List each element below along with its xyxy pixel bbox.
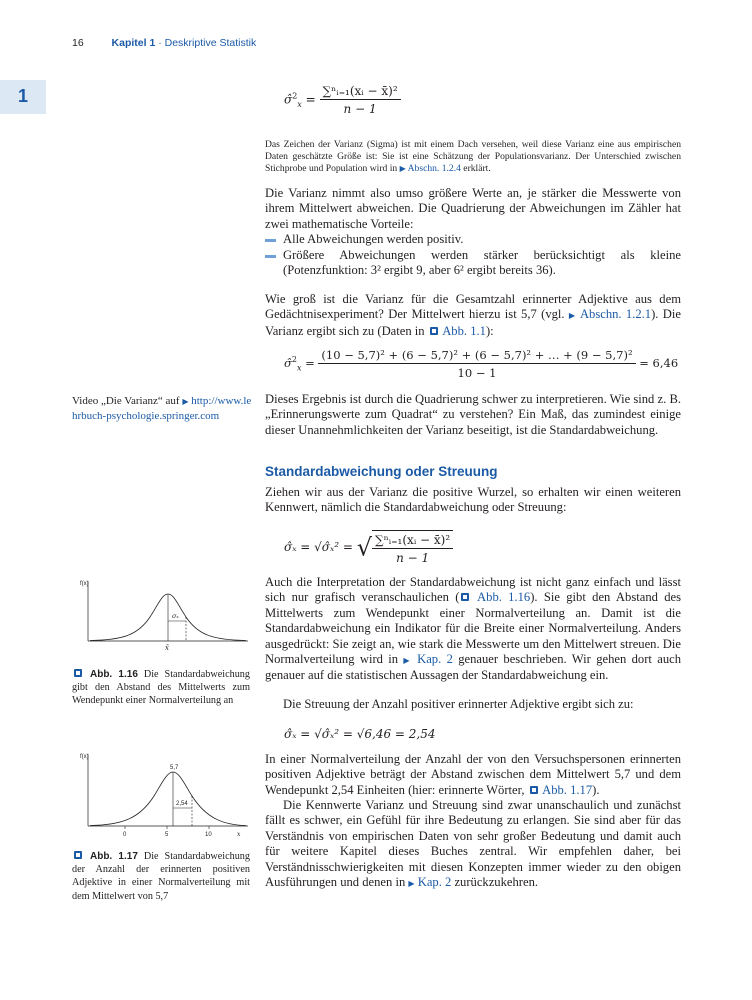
variance-calculation: σ̂$^2_x$ = $\frac{\text{(10 − 5,7)² + (6 − 5,7)² + (6 − 5,7)² + … + (9 − 5,7)²}}{10 - 1}$ = 6,46 [284,348,679,380]
note-text: Das Zeichen der Varianz (Sigma) ist mit einem Dach versehen, weil diese Varianz eine aus empirischen Daten geschätzte Größe ist: Sie ist eine Schätzung der Populationsvarianz. Der Unterschied zwischen Stichprobe und Population wird in [265,139,681,175]
sigma-hat: σ̂ [284,92,293,107]
variance-question [265,292,681,339]
bullet-item: Alle Abweichungen werden positiv. [265,232,681,247]
variance-explanation [265,186,681,278]
exp: 2 [291,355,297,365]
note-text-end: erklärt. [460,163,491,175]
section-ref-link[interactable]: Abschn. 1.2.1 [579,307,652,322]
sigma-hat: σ̂ [284,356,292,370]
figure-icon [74,669,82,677]
chapter-tab [0,80,46,114]
sd-formula [284,530,453,565]
figure-1-17-plot [78,750,253,842]
arrow-icon: ▶ [408,879,415,889]
figure-ref-link[interactable]: Abb. 1.1 [442,323,486,338]
text: In einer Normalverteilung der Anzahl der von den Versuchspersonen erinnerten positiven Adjektive beträgt der Abstand zwischen dem Mittelwert 5,7 und dem Wendepunkt 2,54 Einheiten (hier: erinnerte Wörter, [265,752,681,797]
figure-1-17-caption [72,850,250,903]
figure-1-16-plot [78,577,253,655]
figure-1-16-caption [72,668,250,708]
text: Die Kennwerte Varianz und Streuung sind zwar unanschaulich und zunächst fällt es schwer, ein Gefühl für ihre Bedeutung zu erlangen. Sie sind aber für das Verständnis von empirischen Daten von sehr großer Bedeutung und damit auch für weitere Kapitel dieses Buches zentral. Wir empfehlen daher, bei Verständnisschwierigkeiten mit diesen Konzepten immer wieder zu den obigen Ausführungen und denen in [265,798,681,890]
sd-numerator: ∑ⁿᵢ₌₁(xᵢ − x̄)² [372,533,453,549]
paragraph-streuung: Die Streuung der Anzahl positiver erinnerter Adjektive ergibt sich zu: [283,697,634,711]
figure-icon [430,327,438,335]
figure-ref-link[interactable]: Abb. 1.17 [542,782,593,797]
text: Wie groß ist die Varianz für die Gesamtzahl erinnerter Adjektive aus dem Gedächtnisexperiment? Der Mittelwert hierzu ist 5,7 (vgl. [265,292,681,322]
section-heading: Standardabweichung oder Streuung [265,464,498,479]
chapter-label: Kapitel 1 [111,37,156,49]
text: ): [485,323,494,338]
caption-label: Abb. 1.16 [89,669,138,680]
exp: 2 [292,91,298,101]
subscript: x [297,99,302,109]
variance-numerator: ∑ⁿᵢ₌₁(xᵢ − x̄)² [320,84,401,100]
video-note [72,394,252,424]
fig16-mean-label: x̄ [165,644,169,652]
page-number: 16 [72,37,84,49]
paragraph-normal-distribution [265,752,681,798]
arrow-icon: ▶ [399,164,406,174]
paragraph-sd-interpretation [265,575,681,684]
fig17-tick-label: 0 [123,832,127,838]
variance-formula: σ̂$^2_x$ = $\frac{\text{∑ⁿᵢ₌₁(xᵢ − x̄)²}}{n - 1}$ [284,84,401,116]
arrow-icon: ▶ [568,311,577,321]
paragraph-conclusion [265,798,681,891]
paragraph-root: Ziehen wir aus der Varianz die positive Wurzel, so erhalten wir einen weiteren Kennwert, nämlich die Standardabweichung oder Streuung: [265,485,681,515]
paragraph-interpretation: Dieses Ergebnis ist durch die Quadrierung schwer zu interpretieren. Wie sind z. B. „Erinnerungswerte zum Quadrat“ zu verstehen? Ein Maß, das zumindest einige dieser Unannehmlichkeiten der Varianz beseitigt, ist die Standardabweichung. [265,392,681,437]
sd-result-formula: σ̂ₓ = √σ̂ₓ² = √6,46 = 2,54 [284,727,436,741]
figure-icon [530,786,538,794]
chapter-ref-link[interactable]: Kap. 2 [417,652,453,667]
fig17-mean-value: 5,7 [170,765,179,771]
text: zurückzukehren. [451,875,539,890]
text: ). Die Varianz ergibt sich zu (Daten in [265,307,681,338]
page-header [72,37,256,49]
calc-denominator: 10 − 1 [457,366,497,380]
arrow-icon: ▶ [182,397,189,406]
video-link[interactable]: http://www.lehrbuch-psychologie.springer.com [72,395,252,422]
note-ref-link[interactable]: Abschn. 1.2.4 [407,163,461,175]
chapter-tab-number: 1 [18,86,29,106]
fig17-normal-curve [90,772,246,826]
calc-numerator: (10 − 5,7)² + (6 − 5,7)² + (6 − 5,7)² + … + (9 − 5,7)² [318,348,635,364]
fig17-xlabel: x [237,831,241,838]
text: ). Sie gibt den Abstand des Mittelwerts zum Wendepunkt einer Normalverteilung an. Damit ist die Standardabweichung ein Indikator für die Breite einer Normalverteilung. Anders ausgedrückt: Sie zeigt an, wie stark die Messwerte um den Mittelwert streuen. Die Normalverteilung wird in [265,590,681,667]
chapter-ref-link[interactable]: Kap. 2 [417,875,452,890]
figure-icon [74,851,82,859]
subscript: x [296,363,302,373]
sd-denominator: n − 1 [396,551,430,565]
video-text: Video „Die Varianz“ auf [72,395,183,407]
text: genauer beschrieben. Wir gehen dort auch genauer auf die statistischen Aussagen der Standardabweichung ein. [265,652,682,683]
chapter-title: · Deskriptive Statistik [155,37,257,49]
arrow-icon: ▶ [403,656,412,666]
fig17-sd-value: 2,54 [176,801,188,807]
caption-text: Die Standardabweichung gibt den Abstand des Mittelwerts zum Wendepunkt einer Normalverteilung an [72,669,250,707]
figure-ref-link[interactable]: Abb. 1.16 [477,590,531,605]
fig16-sigma-label: σₓ [172,612,179,620]
variance-denominator: n − 1 [343,102,377,116]
calc-result: = 6,46 [639,356,679,370]
sigma-note [265,139,681,176]
text: Auch die Interpretation der Standardabweichung ist nicht ganz einfach und lässt sich nur grafisch veranschaulichen ( [265,575,681,605]
caption-text: Die Standardabweichung der Anzahl der erinnerten positiven Adjektive in einer Normalverteilung mit dem Mittelwert von 5,7 [72,851,250,902]
root-symbol: √ [356,533,373,562]
sd-lhs: σ̂ₓ = √σ̂ₓ² = [284,540,353,554]
caption-label: Abb. 1.17 [89,851,138,862]
text: ). [592,782,600,797]
fig17-tick-label: 10 [205,832,212,838]
bullet-item: Größere Abweichungen werden stärker berücksichtigt als kleine (Potenzfunktion: 3² ergibt 9, aber 6² ergibt bereits 36). [265,248,681,279]
paragraph: Die Varianz nimmt also umso größere Werte an, je stärker die Messwerte von ihrem Mittelwert abweichen. Die Quadrierung der Abweichungen im Zähler hat zwei mathematische Vorteile: [265,186,681,231]
fig17-tick-label: 5 [165,832,169,838]
fig17-ylabel: f(x) [80,754,89,760]
figure-icon [461,593,469,601]
fig16-ylabel: f(x) [80,581,89,587]
